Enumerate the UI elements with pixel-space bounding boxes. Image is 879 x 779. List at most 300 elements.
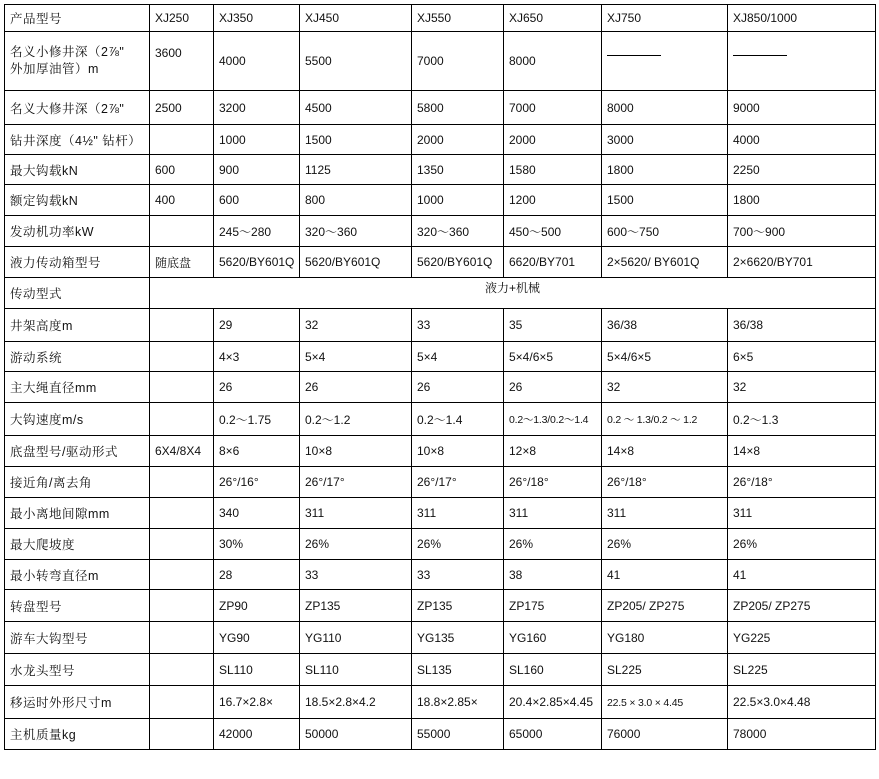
cell-value: 29 <box>219 318 233 332</box>
cell-value: 41 <box>733 567 747 582</box>
table-cell <box>150 91 214 125</box>
cell-value: 320～360 <box>305 224 358 239</box>
cell-value: 32 <box>305 318 319 332</box>
cell-value: YG110 <box>305 630 342 645</box>
cell-value: 18.8×2.85× <box>417 695 478 709</box>
row-label: 游动系统 <box>5 342 150 372</box>
table-cell <box>504 686 602 719</box>
table-cell <box>602 590 728 622</box>
cell-value: 700～900 <box>733 224 786 239</box>
table-cell <box>602 560 728 590</box>
cell-value: 41 <box>607 567 621 582</box>
cell-value: 0.2～1.3 <box>733 412 779 427</box>
table-row <box>5 309 876 342</box>
table-cell <box>300 560 412 590</box>
cell-value: 33 <box>305 567 319 582</box>
table-cell <box>504 654 602 686</box>
table-cell <box>412 309 504 342</box>
table-cell <box>504 719 602 750</box>
table-cell <box>504 372 602 403</box>
row-label: 水龙头型号 <box>5 654 150 686</box>
table-cell <box>300 590 412 622</box>
table-cell <box>214 309 300 342</box>
table-cell <box>214 342 300 372</box>
cell-value: 450～500 <box>509 224 562 239</box>
row-label: 液力传动箱型号 <box>5 247 150 278</box>
header-label: 产品型号 <box>5 5 150 32</box>
cell-value: 26% <box>607 537 632 551</box>
cell-value: 2000 <box>417 132 444 147</box>
cell-value: 3200 <box>219 100 246 115</box>
table-cell <box>300 529 412 560</box>
cell-value: 26°/16° <box>219 475 259 489</box>
span-value: 液力+机械 <box>150 272 876 303</box>
row-label: 转盘型号 <box>5 590 150 622</box>
cell-value: 26 <box>509 380 523 394</box>
cell-value: 36/38 <box>733 318 764 332</box>
model-header: XJ450 <box>300 5 412 32</box>
row-label: 钻井深度（4½" 钻杆） <box>5 125 150 155</box>
cell-value: 4500 <box>305 100 332 115</box>
cell-value: 26°/18° <box>509 475 549 489</box>
table-cell <box>300 622 412 654</box>
table-cell <box>412 216 504 247</box>
cell-value: 3600 <box>155 46 182 60</box>
row-label: 游车大钩型号 <box>5 622 150 654</box>
table-cell <box>504 498 602 529</box>
cell-value: 8000 <box>607 100 634 115</box>
cell-value: 22.5 × 3.0 × 4.45 <box>607 697 684 709</box>
table-cell <box>412 436 504 467</box>
cell-value: ZP205/ ZP275 <box>607 598 685 613</box>
model-header: XJ550 <box>412 5 504 32</box>
cell-value: 5620/BY601Q <box>417 255 493 269</box>
table-row <box>5 372 876 403</box>
table-cell <box>602 125 728 155</box>
cell-value: 0.2 ～ 1.3/0.2 ～ 1.2 <box>607 413 698 426</box>
table-row <box>5 560 876 590</box>
cell-value: 26°/17° <box>417 475 457 489</box>
cell-value: 33 <box>417 318 431 332</box>
table-cell <box>214 32 300 91</box>
cell-value: YG90 <box>219 630 250 645</box>
cell-value: 26 <box>305 380 319 394</box>
cell-value: 311 <box>417 506 437 520</box>
table-row <box>5 686 876 719</box>
table-cell <box>412 342 504 372</box>
cell-value: 6620/BY701 <box>509 255 576 269</box>
cell-value: 2500 <box>155 100 182 115</box>
cell-value: 1500 <box>607 193 634 207</box>
table-cell <box>214 372 300 403</box>
cell-value: 1580 <box>509 162 536 177</box>
cell-value: 2×6620/BY701 <box>733 255 813 269</box>
table-row <box>5 32 876 91</box>
cell-value: SL225 <box>607 662 642 677</box>
table-cell <box>602 216 728 247</box>
cell-value: 8×6 <box>219 444 240 458</box>
cell-value: 20.4×2.85×4.45 <box>509 695 594 709</box>
row-label: 最小离地间隙mm <box>5 498 150 529</box>
table-cell <box>412 686 504 719</box>
table-cell <box>412 719 504 750</box>
table-row <box>5 654 876 686</box>
cell-value: 311 <box>305 506 325 520</box>
table-cell <box>150 560 214 590</box>
table-cell <box>504 529 602 560</box>
row-label: 最小转弯直径m <box>5 560 150 590</box>
cell-value: 30% <box>219 537 244 551</box>
table-cell <box>602 529 728 560</box>
cell-value: 12×8 <box>509 444 537 458</box>
table-cell <box>504 560 602 590</box>
table-cell <box>602 622 728 654</box>
table-row <box>5 216 876 247</box>
table-cell <box>150 125 214 155</box>
cell-value: ZP135 <box>305 598 341 613</box>
cell-value: 22.5×3.0×4.48 <box>733 695 811 709</box>
table-cell <box>602 185 728 216</box>
cell-value: YG135 <box>417 630 455 645</box>
cell-value: 2×5620/ BY601Q <box>607 255 700 269</box>
cell-value: 14×8 <box>607 444 635 458</box>
row-label: 井架高度m <box>5 309 150 342</box>
cell-value: 4000 <box>733 132 760 147</box>
table-row <box>5 622 876 654</box>
table-cell <box>300 436 412 467</box>
cell-value: 1350 <box>417 162 444 177</box>
table-row <box>5 590 876 622</box>
row-label: 大钩速度m/s <box>5 403 150 436</box>
table-cell <box>728 125 876 155</box>
cell-value: 600 <box>219 193 240 207</box>
cell-value: 26% <box>305 537 330 551</box>
table-cell <box>728 467 876 498</box>
table-cell <box>728 498 876 529</box>
row-label: 最大钩载kN <box>5 155 150 185</box>
table-cell <box>412 372 504 403</box>
table-row <box>5 91 876 125</box>
cell-value: 1000 <box>417 193 444 207</box>
table-cell <box>214 185 300 216</box>
cell-value: 26 <box>219 380 233 394</box>
cell-value: 1800 <box>607 162 634 177</box>
table-cell <box>300 309 412 342</box>
cell-value: ZP135 <box>417 598 453 613</box>
row-label: 底盘型号/驱动形式 <box>5 436 150 467</box>
table-cell <box>214 498 300 529</box>
cell-value: 50000 <box>305 727 339 741</box>
cell-value: 1800 <box>733 193 760 207</box>
cell-value: YG160 <box>509 630 547 645</box>
dash-line <box>607 55 661 56</box>
table-cell <box>150 467 214 498</box>
cell-value: 1000 <box>219 132 246 147</box>
table-cell <box>728 686 876 719</box>
table-cell <box>214 436 300 467</box>
cell-value: 32 <box>733 380 747 394</box>
table-cell <box>300 216 412 247</box>
table-cell <box>214 719 300 750</box>
table-cell <box>728 32 876 91</box>
row-label-line1: 名义小修井深（2⅞" <box>10 45 125 59</box>
model-header: XJ750 <box>602 5 728 32</box>
table-cell <box>728 436 876 467</box>
table-cell <box>150 622 214 654</box>
cell-value: 600～750 <box>607 224 660 239</box>
cell-value: 16.7×2.8× <box>219 695 274 709</box>
table-cell <box>504 216 602 247</box>
table-cell <box>504 342 602 372</box>
table-cell <box>150 719 214 750</box>
cell-value: 6×5 <box>733 349 754 364</box>
table-cell <box>214 654 300 686</box>
row-label: 接近角/离去角 <box>5 467 150 498</box>
table-cell <box>412 403 504 436</box>
row-label-line2: 外加厚油管）m <box>10 62 99 76</box>
table-cell <box>504 436 602 467</box>
cell-value: 55000 <box>417 727 451 741</box>
table-cell <box>412 498 504 529</box>
table-cell <box>214 155 300 185</box>
cell-value: 随底盘 <box>155 255 192 270</box>
table-cell <box>412 654 504 686</box>
table-cell <box>728 529 876 560</box>
table-cell <box>412 91 504 125</box>
table-cell <box>214 686 300 719</box>
cell-value: 400 <box>155 193 176 207</box>
cell-value: 38 <box>509 567 523 582</box>
table-cell <box>150 309 214 342</box>
table-row <box>5 529 876 560</box>
cell-value: 26% <box>417 537 442 551</box>
table-cell <box>728 590 876 622</box>
table-cell <box>504 32 602 91</box>
table-row <box>5 125 876 155</box>
table-cell <box>728 403 876 436</box>
cell-value: 35 <box>509 318 523 332</box>
row-label: 额定钩载kN <box>5 185 150 216</box>
table-cell <box>412 32 504 91</box>
cell-value: 2000 <box>509 132 536 147</box>
cell-value: 5×4/6×5 <box>607 349 652 364</box>
spec-table <box>4 4 876 750</box>
table-cell <box>728 622 876 654</box>
cell-value: 340 <box>219 506 240 520</box>
table-cell <box>412 155 504 185</box>
cell-value: 78000 <box>733 727 767 741</box>
cell-value: 800 <box>305 193 326 207</box>
table-cell <box>602 342 728 372</box>
table-cell <box>150 590 214 622</box>
cell-value: 4000 <box>219 54 246 68</box>
cell-value: 600 <box>155 162 176 177</box>
table-cell <box>602 498 728 529</box>
table-cell <box>602 91 728 125</box>
table-row <box>5 467 876 498</box>
table-cell <box>504 403 602 436</box>
table-cell <box>412 185 504 216</box>
cell-value: 5800 <box>417 100 444 115</box>
table-row <box>5 155 876 185</box>
cell-value: 900 <box>219 162 240 177</box>
table-row <box>5 498 876 529</box>
cell-value: 0.2～1.3/0.2～1.4 <box>509 413 589 426</box>
table-cell <box>300 185 412 216</box>
table-cell <box>602 32 728 91</box>
table-cell <box>412 590 504 622</box>
table-row <box>5 278 876 309</box>
table-cell <box>728 309 876 342</box>
table-cell <box>602 403 728 436</box>
cell-value: 1200 <box>509 193 536 207</box>
table-cell <box>214 590 300 622</box>
table-cell <box>150 436 214 467</box>
cell-value: 33 <box>417 567 431 582</box>
table-cell <box>150 403 214 436</box>
cell-value: 32 <box>607 380 621 394</box>
table-cell <box>728 91 876 125</box>
table-cell <box>150 216 214 247</box>
table-cell <box>504 185 602 216</box>
table-row <box>5 719 876 750</box>
table-cell <box>214 125 300 155</box>
cell-value: 5620/BY601Q <box>305 255 381 269</box>
table-cell <box>214 403 300 436</box>
cell-value: 320～360 <box>417 224 470 239</box>
table-cell <box>300 372 412 403</box>
table-cell <box>504 125 602 155</box>
cell-value: 26% <box>509 537 534 551</box>
table-cell <box>602 309 728 342</box>
cell-value: 42000 <box>219 727 253 741</box>
table-cell <box>150 32 214 91</box>
table-cell <box>602 155 728 185</box>
table-row <box>5 342 876 372</box>
table-cell <box>300 342 412 372</box>
table-cell <box>412 560 504 590</box>
table-row <box>5 403 876 436</box>
table-cell <box>728 560 876 590</box>
table-cell <box>300 155 412 185</box>
table-cell <box>150 372 214 403</box>
cell-value: 0.2～1.2 <box>305 412 351 427</box>
cell-value: 18.5×2.8×4.2 <box>305 695 376 709</box>
cell-value: YG180 <box>607 630 645 645</box>
table-cell <box>300 719 412 750</box>
table-cell <box>150 155 214 185</box>
cell-value: 4×3 <box>219 349 240 364</box>
table-cell <box>602 372 728 403</box>
cell-value: 7000 <box>417 54 444 68</box>
cell-value: ZP205/ ZP275 <box>733 598 811 613</box>
row-label: 移运时外形尺寸m <box>5 686 150 719</box>
cell-value: 10×8 <box>417 444 445 458</box>
table-cell <box>300 654 412 686</box>
table-cell <box>150 529 214 560</box>
cell-value: 311 <box>607 506 627 520</box>
table-cell <box>150 654 214 686</box>
cell-value: 26% <box>733 537 758 551</box>
table-cell <box>602 467 728 498</box>
table-cell <box>504 155 602 185</box>
cell-value: SL225 <box>733 662 768 677</box>
row-label: 最大爬坡度 <box>5 529 150 560</box>
table-cell <box>412 125 504 155</box>
table-cell <box>728 155 876 185</box>
cell-value: 26°/18° <box>607 475 647 489</box>
table-cell <box>300 32 412 91</box>
cell-value: ZP175 <box>509 598 545 613</box>
table-cell <box>300 498 412 529</box>
cell-value: SL135 <box>417 662 452 677</box>
cell-value: 0.2～1.75 <box>219 412 272 427</box>
table-cell <box>214 216 300 247</box>
cell-value: 10×8 <box>305 444 333 458</box>
cell-value: 311 <box>509 506 529 520</box>
table-cell <box>602 436 728 467</box>
table-cell <box>602 686 728 719</box>
cell-value: 76000 <box>607 727 641 741</box>
cell-value: 311 <box>733 506 753 520</box>
cell-value: 65000 <box>509 727 543 741</box>
dash-line <box>733 55 787 56</box>
cell-value: 26 <box>417 380 431 394</box>
model-header: XJ650 <box>504 5 602 32</box>
table-cell <box>214 467 300 498</box>
cell-value: 5620/BY601Q <box>219 255 295 269</box>
table-cell <box>300 467 412 498</box>
cell-value: SL110 <box>305 662 339 677</box>
table-cell <box>412 467 504 498</box>
table-cell <box>412 529 504 560</box>
table-row <box>5 436 876 467</box>
model-header: XJ250 <box>150 5 214 32</box>
cell-value: 36/38 <box>607 318 638 332</box>
cell-value: 9000 <box>733 100 760 115</box>
table-cell <box>504 91 602 125</box>
cell-value: 5×4 <box>417 349 438 364</box>
row-label: 主机质量kg <box>5 719 150 750</box>
cell-value: 245～280 <box>219 224 272 239</box>
cell-value: 1500 <box>305 132 332 147</box>
cell-value: 5×4 <box>305 349 326 364</box>
table-cell <box>728 342 876 372</box>
cell-value: 8000 <box>509 54 536 68</box>
table-cell <box>150 498 214 529</box>
row-label: 主大绳直径mm <box>5 372 150 403</box>
table-cell <box>150 686 214 719</box>
cell-value: YG225 <box>733 630 771 645</box>
table-cell <box>214 529 300 560</box>
cell-value: 2250 <box>733 162 760 177</box>
cell-value: 26°/17° <box>305 475 345 489</box>
row-label: 名义大修井深（2⅞" <box>5 91 150 125</box>
cell-value: 26°/18° <box>733 475 773 489</box>
table-cell <box>300 125 412 155</box>
table-row <box>5 185 876 216</box>
table-cell <box>504 622 602 654</box>
table-cell <box>300 686 412 719</box>
cell-value: 28 <box>219 567 233 582</box>
table-cell <box>214 91 300 125</box>
cell-value: 14×8 <box>733 444 761 458</box>
model-header: XJ850/1000 <box>728 5 876 32</box>
table-cell <box>504 309 602 342</box>
cell-value: 6X4/8X4 <box>155 444 202 458</box>
table-cell <box>728 372 876 403</box>
cell-value: 0.2～1.4 <box>417 412 463 427</box>
